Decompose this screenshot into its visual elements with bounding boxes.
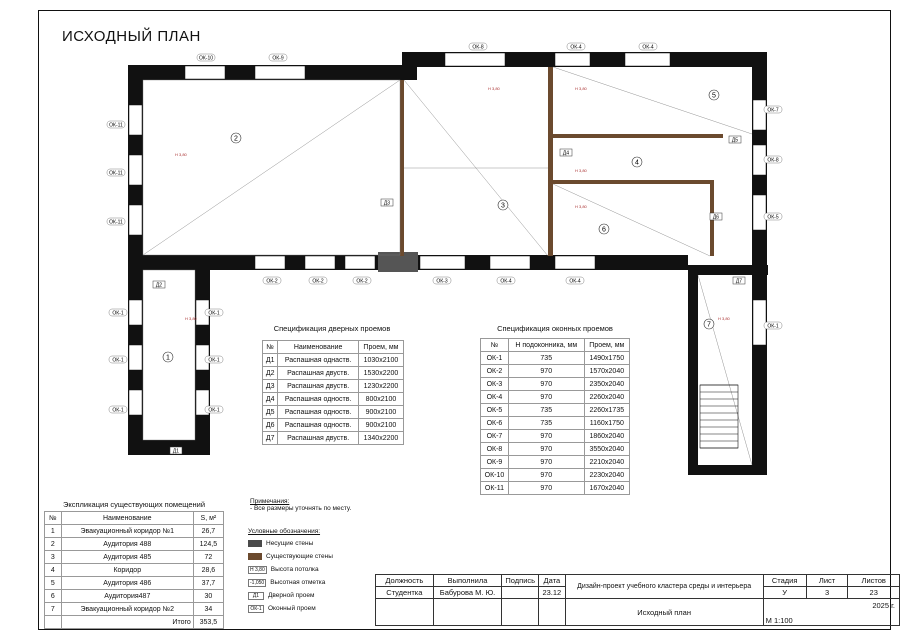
stair-outline	[700, 385, 738, 448]
table-cell: Д6	[263, 419, 278, 432]
stamp-stage: У	[763, 587, 806, 599]
table-cell: Д1	[263, 354, 278, 367]
table-cell: Аудитория 486	[61, 577, 193, 590]
table-cell: 1860х2040	[584, 430, 629, 443]
stamp-project: Дизайн-проект учебного кластера среды и интерьера	[565, 575, 763, 599]
table-cell: 970	[508, 391, 584, 404]
room-number: 6	[602, 226, 606, 234]
window-tag	[309, 277, 327, 285]
table-row	[481, 456, 630, 469]
table-cell: Распашная одноств.	[278, 393, 359, 406]
drawing-title: ИСХОДНЫЙ ПЛАН	[62, 28, 201, 45]
svg-text:Д6: Д6	[712, 214, 720, 221]
window-tag	[197, 54, 215, 62]
stamp-done-header: Выполнила	[433, 575, 502, 587]
table-row	[481, 352, 630, 365]
table-cell: Эвакуационный коридор №2	[61, 603, 193, 616]
window-tag	[433, 277, 451, 285]
table-cell: ОК-1	[481, 352, 509, 365]
room-number: 7	[707, 321, 711, 329]
table-cell: 30	[193, 590, 223, 603]
table-cell: ОК-11	[481, 482, 509, 495]
stamp-sign-header: Подпись	[502, 575, 539, 587]
table-cell: Аудитория 488	[61, 538, 193, 551]
table-cell: ОК-4	[481, 391, 509, 404]
svg-text:Д1: Д1	[172, 448, 180, 455]
table-cell: ОК-5	[481, 404, 509, 417]
table-row	[263, 367, 404, 380]
legend-item	[248, 537, 333, 550]
room-number: 3	[501, 202, 505, 210]
notes-heading: Примечания:	[250, 498, 290, 505]
stamp-sheet-header: Лист	[806, 575, 848, 587]
window-tag	[497, 277, 515, 285]
table-cell: Распашная двуств.	[278, 380, 359, 393]
table-cell: 2350х2040	[584, 378, 629, 391]
table-cell: Д7	[263, 432, 278, 445]
table-cell: ОК-7	[481, 430, 509, 443]
title-block	[375, 574, 900, 626]
table-cell: 34	[193, 603, 223, 616]
table-cell: ОК-9	[481, 456, 509, 469]
legend-swatch	[248, 540, 262, 547]
table-cell: 28,6	[193, 564, 223, 577]
table-cell: Аудитория487	[61, 590, 193, 603]
table-row	[481, 417, 630, 430]
table-cell: 6	[45, 590, 62, 603]
table-row	[263, 354, 404, 367]
table-cell: 970	[508, 469, 584, 482]
svg-text:ОК-4: ОК-4	[642, 44, 654, 51]
ceiling-height-tag: Н 3,80	[175, 152, 187, 157]
window-tag	[353, 277, 371, 285]
notes-text: - Все размеры уточнять по месту.	[250, 505, 352, 512]
stamp-sign	[502, 587, 539, 599]
table-cell: 26,7	[193, 525, 223, 538]
window-tag	[269, 54, 287, 62]
table-row	[481, 482, 630, 495]
legend-swatch	[248, 553, 262, 560]
legend-tag: Н 3,80	[250, 566, 265, 573]
table-cell: 1230х2200	[358, 380, 403, 393]
window-tag	[566, 277, 584, 285]
table-row	[45, 603, 224, 616]
table-cell: 2	[45, 538, 62, 551]
table-cell: Д2	[263, 367, 278, 380]
svg-text:ОК-2: ОК-2	[266, 278, 278, 285]
table-row	[481, 378, 630, 391]
window-tag	[107, 169, 125, 177]
header-cell: Наименование	[61, 512, 193, 525]
svg-text:ОК-1: ОК-1	[208, 357, 220, 364]
table-cell: 1	[45, 525, 62, 538]
table-row	[45, 577, 224, 590]
table-cell: Распашная двуств.	[278, 367, 359, 380]
window-tag	[639, 43, 657, 51]
svg-text:Д5: Д5	[731, 137, 739, 144]
svg-text:ОК-9: ОК-9	[272, 55, 284, 62]
table-row	[45, 590, 224, 603]
table-cell: Д5	[263, 406, 278, 419]
table-cell: Аудитория 485	[61, 551, 193, 564]
svg-text:ОК-7: ОК-7	[767, 107, 779, 114]
window-tag	[205, 309, 223, 317]
rooms-table	[44, 511, 224, 629]
legend-item	[248, 576, 333, 589]
table-cell: 124,5	[193, 538, 223, 551]
ceiling-height-tag: Н 3,80	[575, 168, 587, 173]
legend-label: Дверной проем	[268, 592, 315, 599]
table-cell: Распашная двуств.	[278, 432, 359, 445]
table-cell: 1670х2040	[584, 482, 629, 495]
legend-item	[248, 563, 333, 576]
header-cell: Н подоконника, мм	[508, 339, 584, 352]
table-cell: 1340х2200	[358, 432, 403, 445]
table-cell: Распашная одноств.	[278, 419, 359, 432]
table-cell: ОК-3	[481, 378, 509, 391]
svg-text:ОК-11: ОК-11	[109, 219, 123, 226]
room-number: 4	[635, 159, 639, 167]
table-cell: 2260х2040	[584, 391, 629, 404]
legend-label: Существующие стены	[266, 553, 333, 560]
svg-text:ОК-1: ОК-1	[767, 323, 779, 330]
notes	[250, 498, 351, 512]
table-cell: 970	[508, 456, 584, 469]
table-cell: 900х2100	[358, 419, 403, 432]
table-cell: 970	[508, 365, 584, 378]
header-cell: S, м²	[193, 512, 223, 525]
total-label: Итого	[61, 616, 193, 629]
header-cell: №	[45, 512, 62, 525]
doors-caption: Спецификация дверных проемов	[273, 324, 391, 333]
door-tag	[729, 136, 741, 144]
window-tag	[764, 213, 782, 221]
svg-text:Д7: Д7	[735, 278, 743, 285]
svg-text:ОК-5: ОК-5	[767, 214, 779, 221]
table-cell: 4	[45, 564, 62, 577]
windows-table	[480, 338, 630, 495]
window-tag	[107, 121, 125, 129]
svg-text:ОК-8: ОК-8	[472, 44, 484, 51]
table-cell: 735	[508, 417, 584, 430]
ceiling-height-tag: Н 3,80	[718, 316, 730, 321]
table-cell: 72	[193, 551, 223, 564]
svg-text:Д4: Д4	[562, 150, 570, 157]
stamp-sheet: 3	[806, 587, 848, 599]
window-tag	[205, 356, 223, 364]
legend-label: Оконный проем	[268, 605, 316, 612]
stamp-year: 2025 г.	[872, 601, 895, 610]
legend-item	[248, 589, 333, 602]
table-row	[45, 551, 224, 564]
table-row	[481, 430, 630, 443]
table-row	[481, 391, 630, 404]
window-tag	[764, 322, 782, 330]
table-cell: 970	[508, 378, 584, 391]
table-cell: 1030х2100	[358, 354, 403, 367]
legend-tag: Д1	[248, 592, 264, 600]
table-row	[481, 469, 630, 482]
total-row	[45, 616, 224, 629]
table-row	[481, 404, 630, 417]
table-cell: 3550х2040	[584, 443, 629, 456]
door-tag	[560, 149, 572, 157]
svg-text:ОК-1: ОК-1	[112, 310, 124, 317]
table-cell: 735	[508, 404, 584, 417]
legend-tag: -1,050	[250, 579, 265, 586]
stamp-sheets: 23	[848, 587, 900, 599]
room-markers	[163, 90, 719, 362]
stamp-sheets-header: Листов	[848, 575, 900, 587]
room-number: 2	[234, 135, 238, 143]
stamp-date-header: Дата	[539, 575, 566, 587]
svg-text:ОК-8: ОК-8	[767, 157, 779, 164]
table-cell: ОК-8	[481, 443, 509, 456]
header-cell: Проем, мм	[584, 339, 629, 352]
window-tag	[764, 156, 782, 164]
table-cell: 2260х1735	[584, 404, 629, 417]
door-tag	[381, 199, 393, 207]
table-cell: 2210х2040	[584, 456, 629, 469]
svg-text:ОК-4: ОК-4	[569, 278, 581, 285]
table-cell: 1570х2040	[584, 365, 629, 378]
table-cell: ОК-10	[481, 469, 509, 482]
window-tag	[567, 43, 585, 51]
header-cell: №	[481, 339, 509, 352]
door-tag	[170, 447, 182, 455]
table-cell: 5	[45, 577, 62, 590]
ceiling-height-tag: Н 3,80	[575, 86, 587, 91]
window-openings	[129, 53, 766, 415]
door-tag	[733, 277, 745, 285]
table-cell: Эвакуационный коридор №1	[61, 525, 193, 538]
table-cell: 1160х1750	[584, 417, 629, 430]
window-tag	[107, 218, 125, 226]
stamp-scale: М 1:100	[765, 616, 793, 625]
svg-text:ОК-1: ОК-1	[112, 357, 124, 364]
ceiling-height-tag: Н 3,80	[575, 204, 587, 209]
stamp-name: Бабурова М. Ю.	[433, 587, 502, 599]
table-cell: Распашная однаств.	[278, 354, 359, 367]
header-cell: Проем, мм	[358, 341, 403, 354]
ceiling-height-tag: Н 3,80	[488, 86, 500, 91]
legend-heading: Условные обозначения:	[248, 528, 321, 535]
table-cell: 970	[508, 482, 584, 495]
table-cell: Коридор	[61, 564, 193, 577]
table-cell: 900х2100	[358, 406, 403, 419]
table-cell: 800х2100	[358, 393, 403, 406]
svg-text:ОК-11: ОК-11	[109, 170, 123, 177]
svg-text:ОК-4: ОК-4	[570, 44, 582, 51]
svg-text:Д3: Д3	[383, 200, 391, 207]
table-row	[45, 564, 224, 577]
window-tag	[469, 43, 487, 51]
svg-text:ОК-2: ОК-2	[312, 278, 324, 285]
table-row	[263, 432, 404, 445]
table-row	[263, 380, 404, 393]
legend-tag: ОК-1	[248, 605, 264, 613]
stamp-role-header: Должность	[376, 575, 434, 587]
legend-label: Высота потолка	[270, 566, 319, 573]
table-cell: 3	[45, 551, 62, 564]
rooms-caption: Экспликация существующих помещений	[62, 500, 206, 509]
total-value: 353,5	[193, 616, 223, 629]
door-tag	[710, 213, 722, 221]
window-tag	[205, 406, 223, 414]
legend-item	[248, 602, 333, 615]
header-cell: №	[263, 341, 278, 354]
table-row	[45, 538, 224, 551]
legend	[248, 528, 333, 615]
window-tag	[764, 106, 782, 114]
legend-label: Высотная отметка	[270, 579, 326, 586]
table-row	[263, 393, 404, 406]
window-tag	[109, 356, 127, 364]
svg-text:ОК-10: ОК-10	[198, 55, 214, 62]
doors-table	[262, 340, 404, 445]
table-cell: 1490х1750	[584, 352, 629, 365]
legend-label: Несущие стены	[266, 540, 314, 547]
table-cell: 970	[508, 430, 584, 443]
room-number: 1	[166, 354, 170, 362]
table-row	[263, 419, 404, 432]
svg-text:ОК-2: ОК-2	[356, 278, 368, 285]
svg-text:ОК-4: ОК-4	[500, 278, 512, 285]
svg-text:ОК-1: ОК-1	[208, 407, 220, 414]
stamp-role: Студентка	[376, 587, 434, 599]
svg-text:ОК-1: ОК-1	[208, 310, 220, 317]
windows-caption: Спецификация оконных проемов	[497, 324, 613, 333]
table-cell: 1530х2200	[358, 367, 403, 380]
svg-text:ОК-11: ОК-11	[109, 122, 123, 129]
table-row	[263, 406, 404, 419]
table-cell: ОК-6	[481, 417, 509, 430]
svg-text:Д2: Д2	[155, 282, 163, 289]
table-cell: Д4	[263, 393, 278, 406]
table-cell: 735	[508, 352, 584, 365]
svg-text:ОК-1: ОК-1	[112, 407, 124, 414]
window-tag	[263, 277, 281, 285]
table-cell: 37,7	[193, 577, 223, 590]
window-tag	[109, 309, 127, 317]
header-cell: Наименование	[278, 341, 359, 354]
svg-text:ОК-3: ОК-3	[436, 278, 448, 285]
table-row	[481, 365, 630, 378]
table-cell: 2230х2040	[584, 469, 629, 482]
existing-walls	[400, 67, 723, 256]
room-number: 5	[712, 92, 716, 100]
legend-item	[248, 550, 333, 563]
staircase	[700, 385, 738, 448]
stamp-stage-header: Стадия	[763, 575, 806, 587]
table-cell: ОК-2	[481, 365, 509, 378]
table-row	[45, 525, 224, 538]
table-row	[481, 443, 630, 456]
table-cell: Д3	[263, 380, 278, 393]
stamp-drawing-name: Исходный план	[565, 599, 763, 626]
table-cell: Распашная одноств.	[278, 406, 359, 419]
stamp-date: 23.12	[539, 587, 566, 599]
table-cell: 970	[508, 443, 584, 456]
table-cell: 7	[45, 603, 62, 616]
ceiling-height-tag: Н 3,80	[185, 316, 197, 321]
window-tag	[109, 406, 127, 414]
door-tag	[153, 281, 165, 289]
